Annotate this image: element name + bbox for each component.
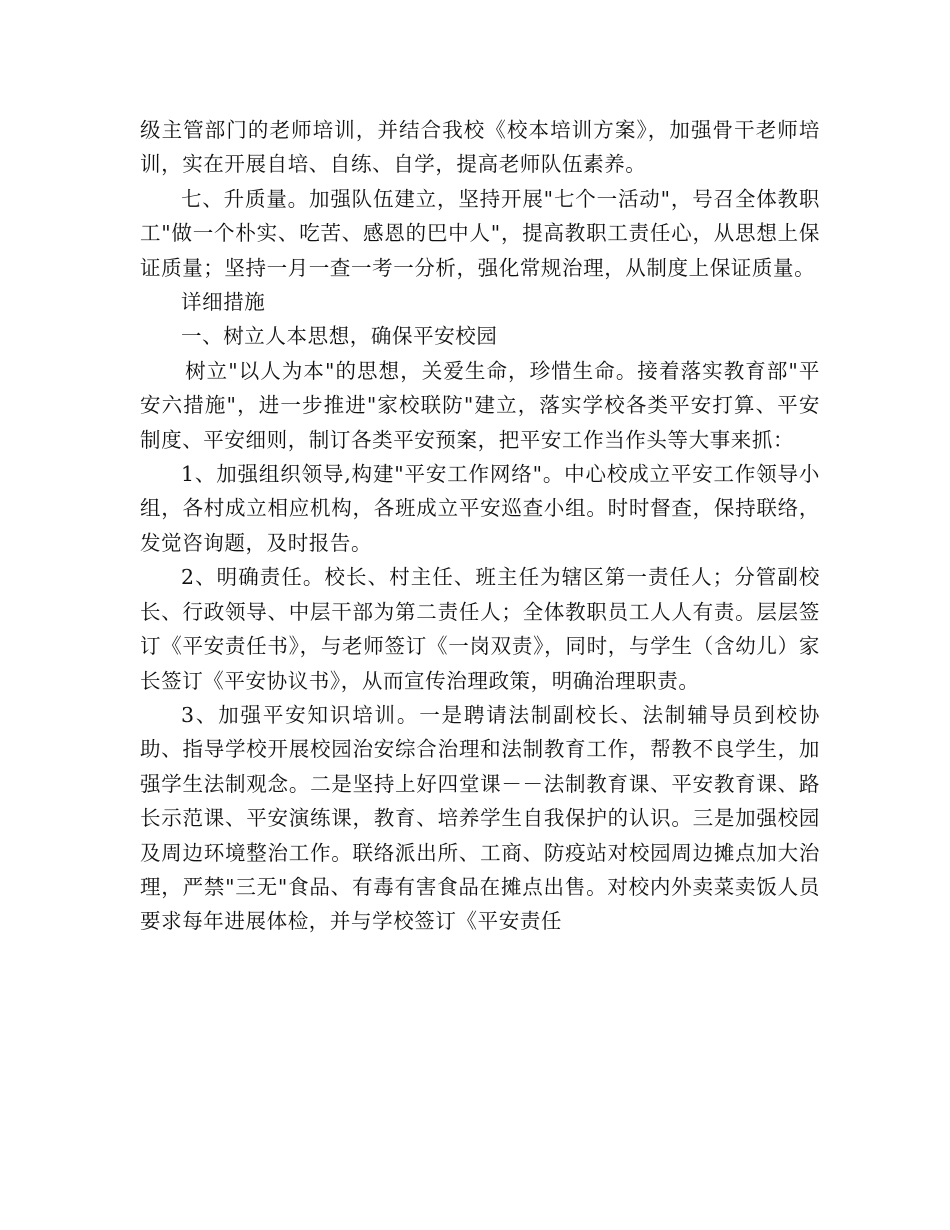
paragraph-item-2: 2、明确责任。校长、村主任、班主任为辖区第一责任人；分管副校长、行政领导、中层干部为第二责任人；全体教职员工人人有责。层层签订《平安责任书》，与老师签订《一岗双责》，同时，与学生（含幼儿）家长签订《平安协议书》，从而宣传治理政策，明确治理职责。 [140,565,820,693]
heading-detailed-measures: 详细措施 [181,290,266,315]
paragraph-people-oriented: 树立"以人为本"的思想，关爱生命，珍惜生命。接着落实教育部"平安六措施"，进一步推进"家校联防"建立，落实学校各类平安打算、平安制度、平安细则，制订各类平安预案，把平安工作当作头等大事来抓： [140,358,820,452]
document-page [140,113,820,939]
heading-section-one: 一、树立人本思想，确保平安校园 [181,324,498,349]
paragraph-training: 级主管部门的老师培训，并结合我校《校本培训方案》，加强骨干老师培训，实在开展自培、自练、自学，提高老师队伍素养。 [140,118,820,177]
paragraph-quality: 七、升质量。加强队伍建立，坚持开展"七个一活动"，号召全体教职工"做一个朴实、吃苦、感恩的巴中人"，提高教职工责任心，从思想上保证质量；坚持一月一查一考一分析，强化常规治理，从制度上保证质量。 [140,186,820,280]
paragraph-item-1: 1、加强组织领导,构建"平安工作网络"。中心校成立平安工作领导小组，各村成立相应机构，各班成立平安巡查小组。时时督查，保持联络，发觉咨询题，及时报告。 [140,462,820,555]
paragraph-item-3: 3、加强平安知识培训。一是聘请法制副校长、法制辅导员到校协助、指导学校开展校园治安综合治理和法制教育工作，帮教不良学生，加强学生法制观念。二是坚持上好四堂课－－法制教育课、平安教育课、路长示范课、平安演练课，教育、培养学生自我保护的认识。三是加强校园及周边环境整治工作。联络派出所、工商、防疫站对校园周边摊点加大治理，严禁"三无"食品、有毒有害食品在摊点出售。对校内外卖菜卖饭人员要求每年进展体检，并与学校签订《平安责任 [140,702,820,934]
